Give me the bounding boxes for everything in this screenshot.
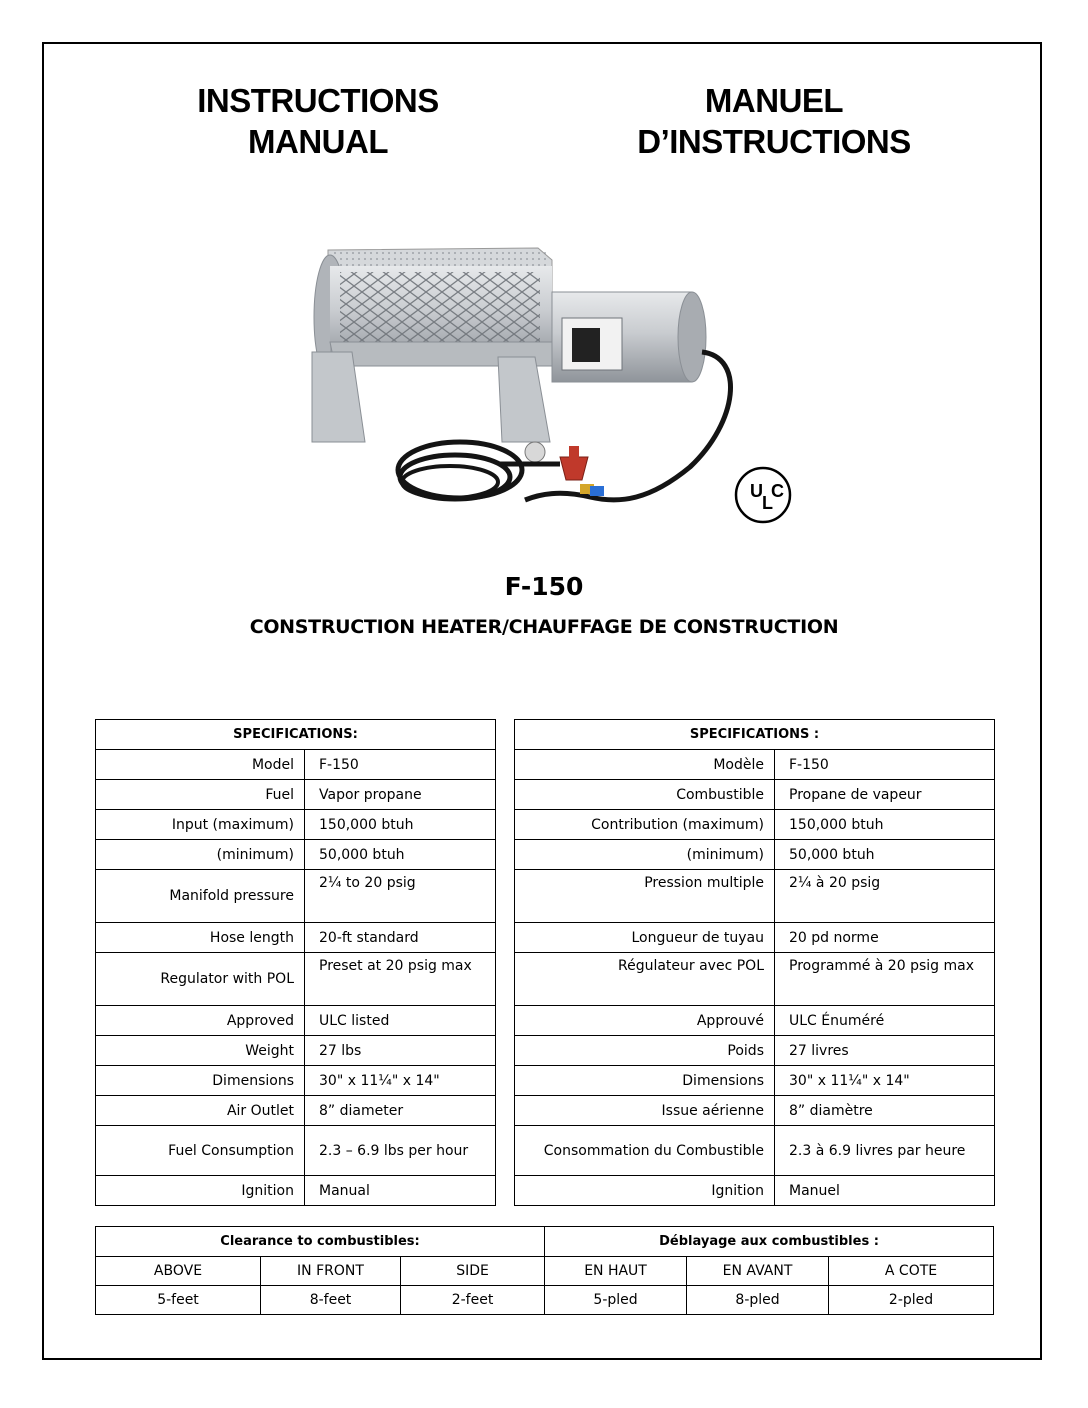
- spec-value: F-150: [775, 750, 995, 780]
- clearance-value: 8-feet: [261, 1286, 401, 1315]
- spec-value: F-150: [305, 750, 496, 780]
- spec-row: [96, 1096, 496, 1126]
- ulc-certification-logo: [733, 465, 793, 525]
- spec-label: Input (maximum): [96, 810, 305, 840]
- clearance-column-label: ABOVE: [96, 1257, 261, 1286]
- spec-row: [515, 750, 995, 780]
- spec-value: 150,000 btuh: [775, 810, 995, 840]
- clearance-value: 5-feet: [96, 1286, 261, 1315]
- spec-row: [96, 810, 496, 840]
- spec-row: [515, 840, 995, 870]
- spec-label: Combustible: [515, 780, 775, 810]
- spec-label: Consommation du Combustible: [515, 1126, 775, 1176]
- spec-label: Air Outlet: [96, 1096, 305, 1126]
- spec-value: 30" x 11¼" x 14": [305, 1066, 496, 1096]
- model-title: F-150: [504, 572, 584, 601]
- clearance-header-row: [96, 1257, 994, 1286]
- clearance-value: 8-pled: [687, 1286, 829, 1315]
- spec-label: (minimum): [96, 840, 305, 870]
- spec-label: Model: [96, 750, 305, 780]
- spec-value: 30" x 11¼" x 14": [775, 1066, 995, 1096]
- spec-label: Dimensions: [515, 1066, 775, 1096]
- spec-row: [515, 1126, 995, 1176]
- clearance-column-label: A COTE: [829, 1257, 994, 1286]
- heater-product-image: [290, 232, 750, 532]
- spec-value: 20-ft standard: [305, 923, 496, 953]
- spec-label: (minimum): [515, 840, 775, 870]
- spec-row: [96, 953, 496, 1006]
- spec-value: 50,000 btuh: [305, 840, 496, 870]
- spec-label: Longueur de tuyau: [515, 923, 775, 953]
- spec-row: [96, 923, 496, 953]
- spec-row: [515, 780, 995, 810]
- clearance-value: 2-pled: [829, 1286, 994, 1315]
- specifications-table-english: [95, 719, 496, 1206]
- spec-label: Manifold pressure: [96, 870, 305, 923]
- spec-label: Regulator with POL: [96, 953, 305, 1006]
- spec-value: 8” diameter: [305, 1096, 496, 1126]
- svg-text:C: C: [771, 481, 784, 501]
- clearance-value: 5-pled: [545, 1286, 687, 1315]
- spec-value: Manual: [305, 1176, 496, 1206]
- spec-row: [515, 1036, 995, 1066]
- clearance-column-label: EN HAUT: [545, 1257, 687, 1286]
- spec-value: Vapor propane: [305, 780, 496, 810]
- spec-value: Manuel: [775, 1176, 995, 1206]
- spec-label: Hose length: [96, 923, 305, 953]
- spec-label: Weight: [96, 1036, 305, 1066]
- title-fr-line-1: MANUEL: [704, 82, 844, 119]
- spec-row: [96, 840, 496, 870]
- spec-label: Modèle: [515, 750, 775, 780]
- spec-row: [96, 780, 496, 810]
- spec-row: [515, 1096, 995, 1126]
- clearance-column-label: SIDE: [401, 1257, 545, 1286]
- svg-text:L: L: [762, 493, 773, 513]
- title-en-line-2: MANUAL: [248, 123, 388, 160]
- title-en-line-1: INSTRUCTIONS: [197, 82, 439, 119]
- spec-label: Pression multiple: [515, 870, 775, 923]
- spec-label: Approved: [96, 1006, 305, 1036]
- spec-row: [515, 810, 995, 840]
- clearance-column-label: EN AVANT: [687, 1257, 829, 1286]
- clearance-value: 2-feet: [401, 1286, 545, 1315]
- spec-row: [515, 1066, 995, 1096]
- spec-label: Approuvé: [515, 1006, 775, 1036]
- product-subtitle: CONSTRUCTION HEATER/CHAUFFAGE DE CONSTRUCTION: [249, 616, 839, 638]
- spec-label: Issue aérienne: [515, 1096, 775, 1126]
- spec-label: Fuel Consumption: [96, 1126, 305, 1176]
- spec-value: Programmé à 20 psig max: [775, 953, 995, 1006]
- spec-value: 8” diamètre: [775, 1096, 995, 1126]
- spec-row: [96, 870, 496, 923]
- clearance-value-row: [96, 1286, 994, 1315]
- clearance-heading-fr: Déblayage aux combustibles :: [545, 1227, 994, 1257]
- spec-row: [515, 1006, 995, 1036]
- title-english: [108, 80, 528, 162]
- spec-label: Contribution (maximum): [515, 810, 775, 840]
- spec-row: [96, 1176, 496, 1206]
- spec-heading: SPECIFICATIONS:: [96, 720, 496, 750]
- spec-label: Dimensions: [96, 1066, 305, 1096]
- spec-value: 2.3 – 6.9 lbs per hour: [305, 1126, 496, 1176]
- spec-value: Preset at 20 psig max: [305, 953, 496, 1006]
- spec-row: [515, 923, 995, 953]
- spec-value: 50,000 btuh: [775, 840, 995, 870]
- spec-value: 2¼ à 20 psig: [775, 870, 995, 923]
- spec-row: [96, 1066, 496, 1096]
- spec-label: Ignition: [515, 1176, 775, 1206]
- spec-value: Propane de vapeur: [775, 780, 995, 810]
- spec-value: 27 livres: [775, 1036, 995, 1066]
- spec-label: Fuel: [96, 780, 305, 810]
- spec-value: 2.3 à 6.9 livres par heure: [775, 1126, 995, 1176]
- spec-row: [515, 1176, 995, 1206]
- title-french: [564, 80, 984, 162]
- clearance-table: [95, 1226, 994, 1315]
- spec-value: ULC Énuméré: [775, 1006, 995, 1036]
- spec-value: 2¼ to 20 psig: [305, 870, 496, 923]
- spec-row: [96, 1036, 496, 1066]
- spec-label: Ignition: [96, 1176, 305, 1206]
- spec-value: 20 pd norme: [775, 923, 995, 953]
- clearance-heading-en: Clearance to combustibles:: [96, 1227, 545, 1257]
- spec-row: [96, 1006, 496, 1036]
- spec-value: 27 lbs: [305, 1036, 496, 1066]
- spec-row: [96, 750, 496, 780]
- svg-text:U: U: [750, 481, 763, 501]
- spec-heading: SPECIFICATIONS :: [515, 720, 995, 750]
- spec-row: [515, 870, 995, 923]
- spec-value: ULC listed: [305, 1006, 496, 1036]
- specifications-table-french: [514, 719, 995, 1206]
- title-fr-line-2: D’INSTRUCTIONS: [637, 123, 911, 160]
- spec-row: [96, 1126, 496, 1176]
- spec-value: 150,000 btuh: [305, 810, 496, 840]
- clearance-column-label: IN FRONT: [261, 1257, 401, 1286]
- spec-label: Poids: [515, 1036, 775, 1066]
- spec-row: [515, 953, 995, 1006]
- spec-label: Régulateur avec POL: [515, 953, 775, 1006]
